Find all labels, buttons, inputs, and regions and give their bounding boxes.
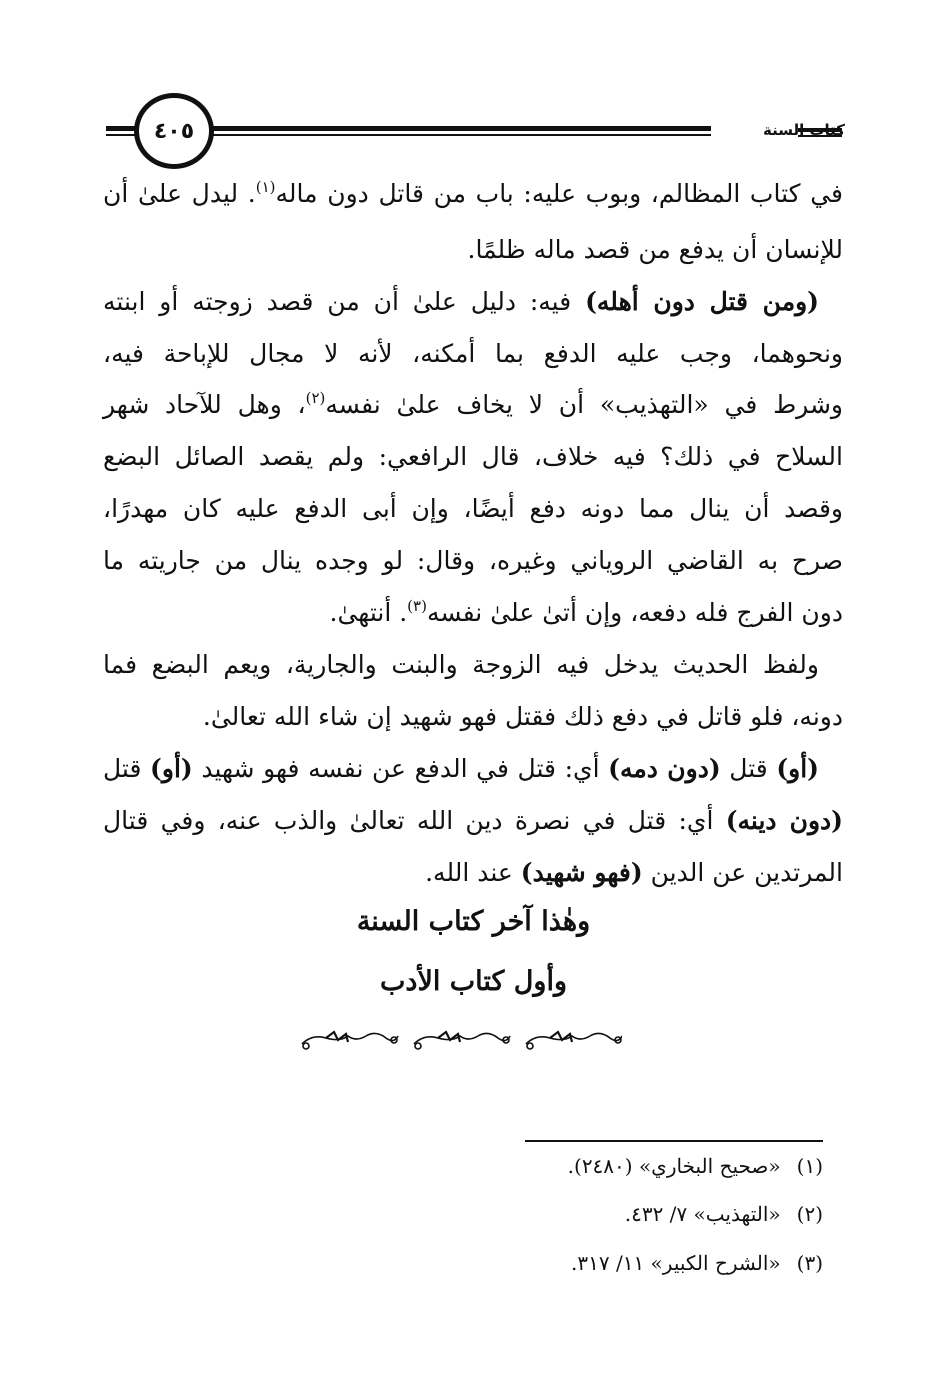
ornament-motif — [526, 1032, 622, 1049]
footnote-ref: (٢) — [305, 389, 326, 407]
text-line: وقصد أن ينال مما دونه دفع أيضًا، وإن أبى الدفع عليه كان مهدرًا، — [103, 494, 843, 523]
footnote-ref: (١) — [255, 178, 276, 196]
text-line: في كتاب المظالم، وبوب عليه: باب من قاتل دون ماله$^{(١)}$. ليدل علىٰ أن — [103, 178, 843, 208]
footnote-ref: (٣) — [407, 597, 427, 615]
text-line: (دون دينه) أي: قتل في نصرة دين الله تعالىٰ والذب عنه، وفي قتال — [103, 806, 843, 835]
page-number: ٤٠٥ — [134, 93, 214, 169]
text-line: المرتدين عن الدين (فهو شهيد) عند الله. — [425, 858, 843, 887]
text-line: وشرط في «التهذيب» أن لا يخاف علىٰ نفسه$^{(٢)}$، وهل للآحاد شهر — [103, 389, 844, 419]
text-line: (ومن قتل دون أهله) فيه: دليل علىٰ أن من قصد زوجته أو ابنته — [103, 287, 819, 316]
text-line: (أو) قتل (دون دمه) أي: قتل في الدفع عن نفسه فهو شهيد (أو) قتل — [103, 754, 820, 783]
text-line: ونحوهما، وجب عليه الدفع بما أمكنه، لأنه لا مجال للإباحة فيه، — [103, 339, 843, 368]
closing-line-1: وهٰذا آخر كتاب السنة — [356, 906, 591, 937]
header-rule-main — [208, 126, 711, 131]
ornament-motif — [414, 1032, 510, 1049]
text-line: للإنسان أن يدفع من قصد ماله ظلمًا. — [467, 235, 843, 264]
ornament-motif — [302, 1032, 398, 1049]
text-line: دون الفرج فله دفعه، وإن أتىٰ علىٰ نفسه$^{(٣)}$. أنتهىٰ. — [329, 597, 843, 627]
text-line: السلاح في ذلك؟ فيه خلاف، قال الرافعي: ولم يقصد الصائل البضع — [103, 442, 843, 471]
header-rule-main-thin — [208, 134, 711, 136]
footnote: (١)«صحيح البخاري» (٢٤٨٠). — [567, 1154, 823, 1178]
footnote-separator — [525, 1140, 823, 1142]
text-line: دونه، فلو قاتل في دفع ذلك فقتل فهو شهيد إن شاء الله تعالىٰ. — [202, 702, 843, 731]
text-line: ولفظ الحديث يدخل فيه الزوجة والبنت والجارية، ويعم البضع فما — [103, 650, 819, 679]
closing-line-2: وأول كتاب الأدب — [380, 966, 567, 997]
footnote: (٣)«الشرح الكبير» ١١/ ٣١٧. — [571, 1251, 823, 1275]
decorative-ornament — [296, 1026, 622, 1056]
footnote: (٢)«التهذيب» ٧/ ٤٣٢. — [624, 1202, 823, 1226]
running-header-title: كتاب السنة — [762, 121, 845, 139]
text-line: صرح به القاضي الروياني وغيره، وقال: لو وجده ينال من جاريته ما — [103, 546, 843, 575]
